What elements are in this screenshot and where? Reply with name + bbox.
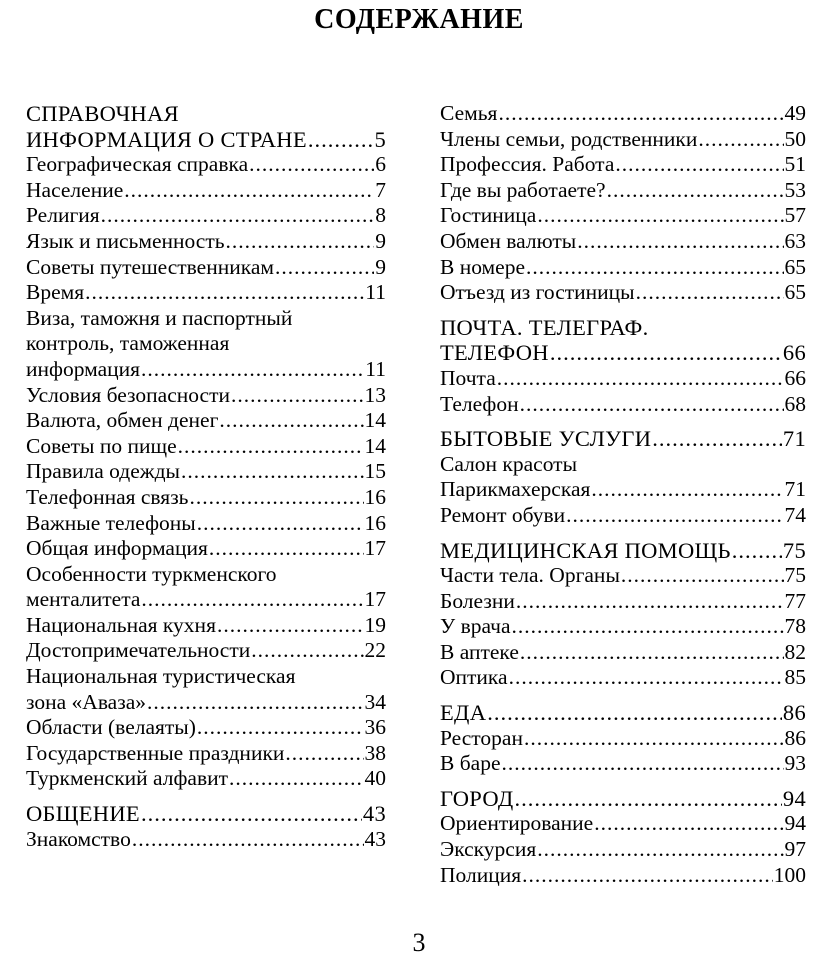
toc-entry-page: 16: [364, 484, 386, 509]
toc-entry-page: 16: [364, 510, 386, 535]
toc-entry-label-line: Салон красоты: [440, 451, 578, 476]
dot-leader: [285, 741, 363, 767]
toc-entry-section-heading[interactable]: [440, 538, 806, 564]
toc-entry[interactable]: [440, 811, 806, 837]
toc-entry-label: Ремонт обуви: [440, 502, 566, 527]
toc-entry-page: 66: [784, 365, 806, 390]
dot-leader: [497, 366, 784, 392]
toc-entry[interactable]: [26, 203, 386, 229]
toc-right-column: [440, 101, 806, 888]
dot-leader: [181, 459, 364, 485]
toc-entry-page: 66: [782, 340, 806, 366]
toc-entry-label: Почта: [440, 365, 496, 390]
toc-entry-page: 22: [364, 638, 386, 663]
toc-entry-page: 71: [784, 477, 806, 502]
dot-leader: [550, 340, 782, 366]
toc-entry-page: 63: [784, 228, 806, 253]
toc-entry-label: В баре: [440, 751, 501, 776]
toc-entry-page: 93: [784, 751, 806, 776]
toc-entry-label: Семья: [440, 101, 498, 125]
dot-leader: [219, 408, 363, 434]
toc-entry-section-heading[interactable]: [440, 426, 806, 452]
toc-entry-page: 17: [364, 587, 386, 612]
toc-entry-label: Достопримечательности: [26, 638, 251, 663]
dot-leader: [498, 101, 783, 127]
toc-entry[interactable]: [26, 178, 386, 204]
toc-entry[interactable]: [26, 638, 386, 664]
toc-entry[interactable]: [26, 434, 386, 460]
toc-entry[interactable]: [26, 690, 386, 716]
toc-entry[interactable]: [440, 366, 806, 392]
toc-entry-label: Правила одежды: [26, 459, 180, 484]
toc-entry-page: 38: [364, 740, 386, 765]
toc-entry-label: МЕДИЦИНСКАЯ ПОМОЩЬ: [440, 537, 731, 563]
toc-entry-label: Экскурсия: [440, 837, 537, 862]
toc-entry-label: информация: [26, 356, 141, 381]
dot-leader: [124, 178, 374, 204]
toc-entry-label: В аптеке: [440, 639, 519, 664]
dot-leader: [520, 640, 784, 666]
dot-leader: [190, 485, 364, 511]
toc-entry-label: зона «Аваза»: [26, 689, 147, 714]
toc-entry[interactable]: [440, 229, 806, 255]
toc-entry[interactable]: [440, 477, 806, 503]
toc-entry-page: 9: [375, 254, 386, 279]
dot-leader: [249, 152, 374, 178]
toc-entry-label-line: контроль, таможенная: [26, 331, 230, 356]
dot-leader: [594, 811, 783, 837]
section-heading: СПРАВОЧНАЯ: [26, 101, 179, 126]
dot-leader: [514, 786, 781, 812]
toc-entry-page: 13: [364, 382, 386, 407]
toc-entry-label: менталитета: [26, 587, 141, 612]
toc-entry-label: Болезни: [440, 588, 515, 613]
dot-leader: [520, 392, 784, 418]
toc-entry[interactable]: [26, 485, 386, 511]
toc-entry[interactable]: [440, 614, 806, 640]
dot-leader: [732, 538, 782, 564]
toc-entry-label: Области (велаяты): [26, 715, 196, 740]
toc-entry-page: 85: [784, 665, 806, 690]
toc-entry-page: 19: [364, 612, 386, 637]
dot-leader: [524, 726, 784, 752]
dot-leader: [636, 280, 784, 306]
toc-entry[interactable]: [26, 408, 386, 434]
toc-entry[interactable]: [440, 726, 806, 752]
toc-entry[interactable]: [26, 511, 386, 537]
toc-entry-page: 8: [375, 203, 386, 228]
toc-entry-page: 17: [364, 536, 386, 561]
toc-entry-label: Советы путешественникам: [26, 254, 274, 279]
dot-leader: [621, 563, 784, 589]
toc-entry[interactable]: [440, 751, 806, 777]
dot-leader: [607, 178, 784, 204]
toc-entry-label: ТЕЛЕФОН: [440, 340, 549, 366]
toc-entry[interactable]: [440, 640, 806, 666]
toc-entry-label-line: Особенности туркменского: [26, 561, 277, 586]
dot-leader: [487, 700, 782, 726]
toc-entry-label: Государственные праздники: [26, 740, 285, 765]
toc-entry[interactable]: [26, 383, 386, 409]
toc-entry[interactable]: [440, 127, 806, 153]
dot-leader: [537, 203, 783, 229]
dot-leader: [566, 503, 783, 529]
section-gap: [440, 306, 806, 315]
dot-leader: [217, 613, 364, 639]
toc-entry-label: Время: [26, 280, 85, 305]
toc-entry-label: Члены семьи, родственники: [440, 126, 698, 151]
toc-entry-page: 57: [784, 203, 806, 228]
toc-entry[interactable]: [440, 503, 806, 529]
toc-entry-page: 11: [365, 280, 386, 305]
toc-entry-label: В номере: [440, 254, 526, 279]
toc-entry-section-heading[interactable]: [440, 340, 806, 366]
toc-entry-page: 94: [784, 811, 806, 836]
dot-leader: [141, 357, 364, 383]
toc-entry-label: Парикмахерская: [440, 477, 591, 502]
toc-entry[interactable]: [440, 863, 806, 889]
toc-entry-section-heading[interactable]: [440, 786, 806, 812]
toc-entry[interactable]: [26, 229, 386, 255]
toc-entry-section-heading[interactable]: [440, 700, 806, 726]
toc-entry-label: Валюта, обмен денег: [26, 408, 219, 433]
dot-leader: [197, 715, 364, 741]
dot-leader: [537, 837, 783, 863]
toc-entry-page: 34: [364, 689, 386, 714]
toc-entry-page: 75: [782, 537, 806, 563]
toc-entry-page: 40: [364, 766, 386, 791]
dot-leader: [101, 203, 375, 229]
toc-entry-label: Важные телефоны: [26, 510, 196, 535]
dot-leader: [509, 665, 784, 691]
toc-entry-label: Язык и письменность: [26, 228, 225, 253]
dot-leader: [141, 801, 362, 827]
dot-leader: [308, 127, 374, 153]
toc-entry-label: Телефонная связь: [26, 484, 189, 509]
toc-entry-page: 43: [364, 826, 386, 851]
toc-entry[interactable]: [26, 715, 386, 741]
toc-left-column: [26, 101, 386, 852]
toc-entry-page: 65: [784, 254, 806, 279]
toc-entry-label: Знакомство: [26, 826, 131, 851]
toc-entry-page: 14: [364, 408, 386, 433]
toc-entry[interactable]: [26, 766, 386, 792]
toc-entry-label: Полиция: [440, 862, 522, 887]
toc-entry-page: 50: [784, 126, 806, 151]
section-gap: [440, 777, 806, 786]
toc-entry-page: 86: [782, 700, 806, 726]
toc-entry[interactable]: [440, 203, 806, 229]
dot-leader: [231, 383, 364, 409]
toc-entry-page: 77: [784, 588, 806, 613]
toc-entry[interactable]: [26, 587, 386, 613]
toc-entry-label: Советы по пище: [26, 433, 177, 458]
toc-entry-page: 65: [784, 280, 806, 305]
dot-leader: [85, 280, 364, 306]
toc-entry-label: ГОРОД: [440, 785, 514, 811]
dot-leader: [209, 536, 364, 562]
toc-entry-page: 74: [784, 502, 806, 527]
toc-entry-page: 78: [784, 614, 806, 639]
toc-entry[interactable]: [26, 255, 386, 281]
toc-entry-page: 7: [375, 177, 386, 202]
toc-entry[interactable]: [440, 563, 806, 589]
section-gap: [440, 529, 806, 538]
toc-entry-label: Ориентирование: [440, 811, 594, 836]
toc-entry[interactable]: [26, 459, 386, 485]
toc-entry[interactable]: [440, 589, 806, 615]
toc-entry-label: ИНФОРМАЦИЯ О СТРАНЕ: [26, 126, 307, 152]
dot-leader: [652, 426, 782, 452]
section-gap: [440, 417, 806, 426]
dot-leader: [615, 152, 783, 178]
dot-leader: [197, 511, 364, 537]
toc-entry-label: Отъезд из гостиницы: [440, 280, 635, 305]
toc-entry-page: 86: [784, 725, 806, 750]
toc-entry[interactable]: [26, 152, 386, 178]
toc-entry[interactable]: [26, 536, 386, 562]
dot-leader: [516, 589, 784, 615]
dot-leader: [132, 827, 364, 853]
dot-leader: [141, 587, 363, 613]
toc-entry-label: Телефон: [440, 391, 519, 416]
toc-entry-label: Туркменский алфавит: [26, 766, 229, 791]
toc-entry-label: Оптика: [440, 665, 508, 690]
page-title: СОДЕРЖАНИЕ: [314, 4, 524, 35]
toc-entry-page: 5: [374, 126, 386, 152]
toc-entry-page: 97: [784, 837, 806, 862]
toc-entry-label: Географическая справка: [26, 152, 249, 177]
toc-entry-label: Где вы работаете?: [440, 177, 606, 202]
toc-entry-label: Гостиница: [440, 203, 537, 228]
toc-entry-page: 43: [362, 801, 386, 827]
toc-entry-page: 71: [782, 426, 806, 452]
toc-entry-label: Условия безопасности: [26, 382, 230, 407]
toc-entry-page: 9: [375, 228, 386, 253]
dot-leader: [512, 614, 784, 640]
toc-entry[interactable]: [26, 280, 386, 306]
toc-entry[interactable]: [26, 613, 386, 639]
toc-entry-label-line: Виза, таможня и паспортный: [26, 305, 293, 330]
dot-leader: [229, 766, 363, 792]
dot-leader: [698, 127, 783, 153]
dot-leader: [275, 255, 374, 281]
toc-entry-page: 15: [364, 459, 386, 484]
toc-entry-label-line: Национальная туристическая: [26, 664, 296, 689]
toc-entry-label: ЕДА: [440, 700, 487, 726]
toc-entry-label: БЫТОВЫЕ УСЛУГИ: [440, 426, 652, 452]
toc-entry[interactable]: [440, 178, 806, 204]
toc-entry-label: Профессия. Работа: [440, 152, 615, 177]
toc-entry[interactable]: [26, 357, 386, 383]
section-gap: [26, 792, 386, 801]
toc-entry-label: Население: [26, 177, 124, 202]
dot-leader: [526, 255, 783, 281]
toc-entry-page: 6: [375, 152, 386, 177]
dot-leader: [591, 477, 783, 503]
toc-entry-label: Религия: [26, 203, 100, 228]
toc-entry[interactable]: [440, 255, 806, 281]
dot-leader: [226, 229, 375, 255]
toc-entry[interactable]: [440, 152, 806, 178]
toc-entry-label: Обмен валюты: [440, 228, 577, 253]
toc-entry-page: 82: [784, 639, 806, 664]
toc-entry-page: 51: [784, 152, 806, 177]
toc-entry-label: Национальная кухня: [26, 612, 216, 637]
toc-entry-page: 14: [364, 433, 386, 458]
dot-leader: [522, 863, 773, 889]
section-gap: [440, 691, 806, 700]
toc-entry-label: Общая информация: [26, 536, 208, 561]
dot-leader: [502, 751, 784, 777]
toc-entry-label: Ресторан: [440, 725, 523, 750]
section-heading: ПОЧТА. ТЕЛЕГРАФ.: [440, 314, 649, 340]
toc-entry-label: ОБЩЕНИЕ: [26, 801, 140, 827]
toc-entry-page: 68: [784, 391, 806, 416]
toc-entry-label: У врача: [440, 614, 511, 639]
dot-leader: [251, 638, 363, 664]
toc-entry[interactable]: [440, 392, 806, 418]
toc-entry-page: 36: [364, 715, 386, 740]
toc-entry-page: 49: [784, 101, 806, 125]
toc-entry-page: 53: [784, 177, 806, 202]
dot-leader: [577, 229, 783, 255]
toc-entry[interactable]: [440, 280, 806, 306]
toc-entry[interactable]: [26, 827, 386, 853]
toc-entry[interactable]: [440, 665, 806, 691]
toc-entry-page: 94: [782, 785, 806, 811]
dot-leader: [147, 690, 363, 716]
toc-entry-section-heading[interactable]: [26, 127, 386, 153]
toc-entry-page: 11: [365, 356, 386, 381]
dot-leader: [178, 434, 364, 460]
toc-entry-label: Части тела. Органы: [440, 563, 620, 588]
toc-entry-page: 75: [784, 563, 806, 588]
page-number: 3: [412, 928, 426, 957]
toc-entry-section-heading[interactable]: [26, 801, 386, 827]
toc-entry[interactable]: [440, 837, 806, 863]
toc-entry[interactable]: [440, 101, 806, 127]
toc-entry[interactable]: [26, 741, 386, 767]
toc-entry-page: 100: [773, 862, 806, 887]
